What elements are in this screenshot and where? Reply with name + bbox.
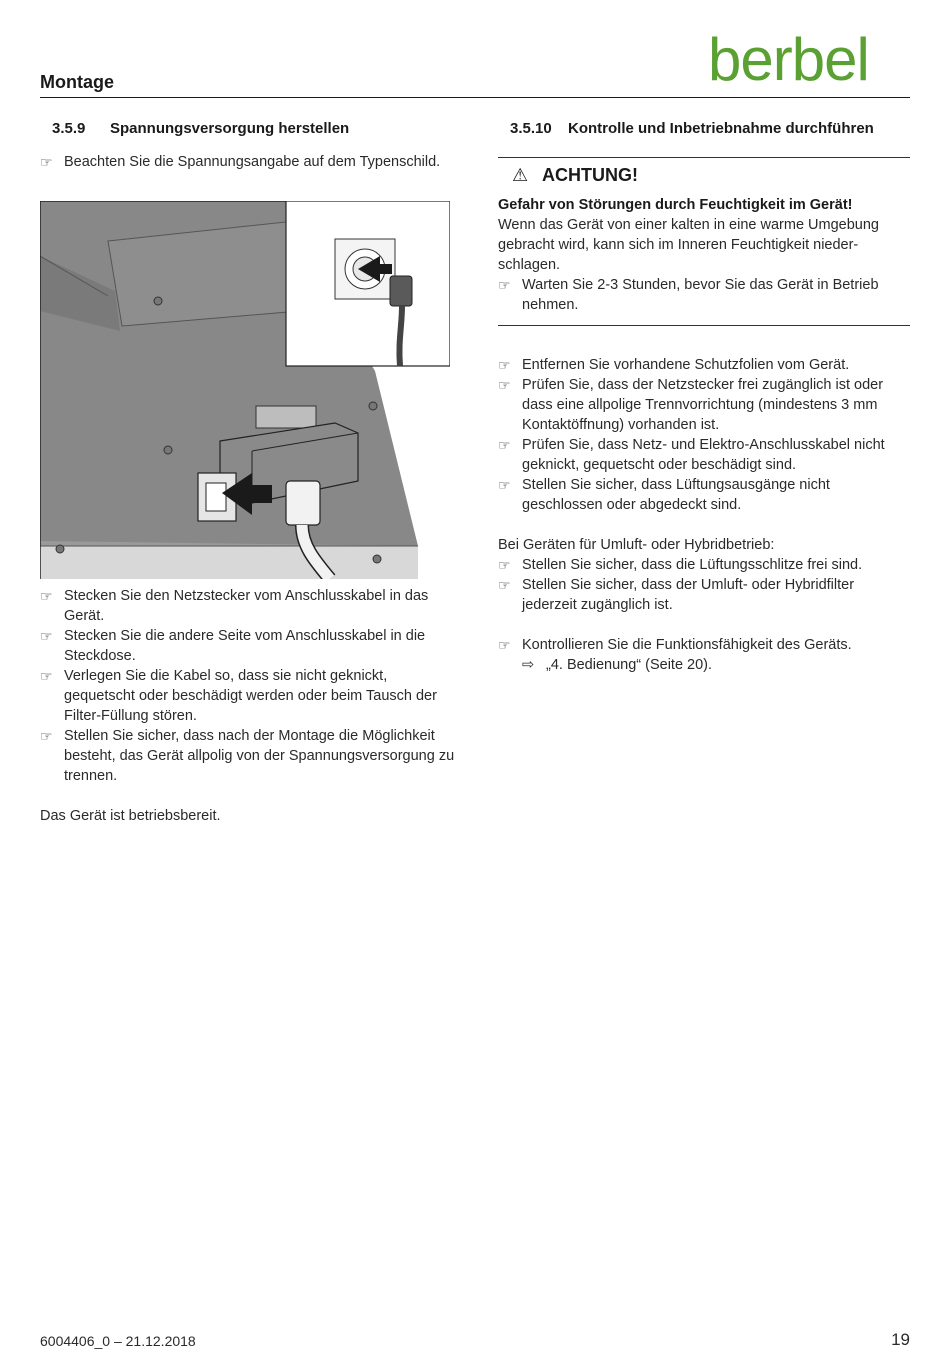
sub-intro-text: Bei Geräten für Umluft- oder Hybridbetrieb: <box>498 537 775 553</box>
pointing-hand-icon: ☞ <box>498 477 511 493</box>
pointing-hand-icon: ☞ <box>498 277 511 293</box>
list-item: ☞ Stellen Sie sicher, dass nach der Montage die Möglichkeit besteht, das Gerät allpolig von der Spannungsversorgung zu trennen. <box>40 728 455 784</box>
section-heading: Kontrolle und Inbetriebnahme durchführen <box>568 120 874 137</box>
section-heading: Spannungsversorgung herstellen <box>110 120 350 137</box>
result-text: Das Gerät ist betriebsbereit. <box>40 808 221 824</box>
header-rule <box>40 97 910 98</box>
pointing-hand-icon: ☞ <box>498 437 511 453</box>
pointing-hand-icon: ☞ <box>40 628 53 644</box>
section-title-3-5-9 <box>52 119 349 139</box>
intro-step <box>40 152 479 172</box>
warning-bottom-rule <box>498 325 910 326</box>
brand-logo: berbel <box>708 26 869 93</box>
pointing-hand-icon: ☞ <box>498 577 511 593</box>
pointing-hand-icon: ☞ <box>498 357 511 373</box>
section-number: 3.5.9 <box>52 120 86 137</box>
list-item: ☞ Kontrollieren Sie die Funktionsfähigkeit des Geräts. <box>498 637 852 653</box>
warning-headline: Gefahr von Störungen durch Feuchtigkeit im Gerät! <box>498 197 853 213</box>
footer-doc-id: 6004406_0 – 21.12.2018 <box>40 1333 196 1349</box>
list-item: ☞ Verlegen Sie die Kabel so, dass sie nicht geknickt, gequetscht oder beschädigt werden oder beim Tausch der Filter-Füllung stören. <box>40 668 437 724</box>
warning-top-rule <box>498 157 910 158</box>
pointing-hand-icon: ☞ <box>40 154 53 170</box>
pointing-hand-icon: ☞ <box>40 588 53 604</box>
connection-illustration <box>40 201 450 579</box>
right-steps-list <box>498 355 910 675</box>
list-item: ☞ Prüfen Sie, dass Netz- und Elektro-Anschlusskabel nicht geknickt, gequetscht oder beschädigt sind. <box>498 437 885 473</box>
pointing-hand-icon: ☞ <box>498 557 511 573</box>
section-number: 3.5.10 <box>510 120 552 137</box>
section-title-3-5-10 <box>510 119 874 139</box>
pointing-hand-icon: ☞ <box>498 637 511 653</box>
left-steps-list <box>40 586 455 826</box>
intro-text: Beachten Sie die Spannungsangabe auf dem Typenschild. <box>64 154 441 170</box>
page-number: 19 <box>891 1330 910 1349</box>
list-item: ☞ Entfernen Sie vorhandene Schutzfolien vom Gerät. <box>498 357 850 373</box>
cross-reference[interactable]: ⇨ „4. Bedienung“ (Seite 20). <box>522 657 713 673</box>
list-item: ☞ Prüfen Sie, dass der Netzstecker frei zugänglich ist oder dass eine allpolige Trennvorrichtung (mindestens 3 mm Kontaktöffnung) vorhanden ist. <box>498 377 884 433</box>
pointing-hand-icon: ☞ <box>498 377 511 393</box>
warning-label-row: ⚠ ACHTUNG! <box>512 165 638 185</box>
list-item: ☞ Stellen Sie sicher, dass der Umluft- oder Hybridfilter jederzeit zugänglich ist. <box>498 577 855 613</box>
list-item: ☞ Stecken Sie den Netzstecker vom Anschlusskabel in das Gerät. <box>40 588 429 624</box>
pointing-hand-icon: ☞ <box>40 728 53 744</box>
warning-box <box>498 163 910 315</box>
warning-triangle-icon: ⚠ <box>512 165 529 185</box>
arrow-right-icon: ⇨ <box>522 657 535 673</box>
warning-text: Wenn das Gerät von einer kalten in eine warme Umgebung gebracht wird, kann sich im Inneren Feuchtigkeit nieder-schlagen. <box>498 217 879 273</box>
list-item: ☞ Warten Sie 2-3 Stunden, bevor Sie das Gerät in Betrieb nehmen. <box>498 277 879 313</box>
list-item: ☞ Stellen Sie sicher, dass Lüftungsausgänge nicht geschlossen oder abgedeckt sind. <box>498 477 830 513</box>
pointing-hand-icon: ☞ <box>40 668 53 684</box>
list-item: ☞ Stecken Sie die andere Seite vom Anschlusskabel in die Steckdose. <box>40 628 426 664</box>
list-item: ☞ Stellen Sie sicher, dass die Lüftungsschlitze frei sind. <box>498 557 863 573</box>
header-section-title: Montage <box>40 72 114 92</box>
